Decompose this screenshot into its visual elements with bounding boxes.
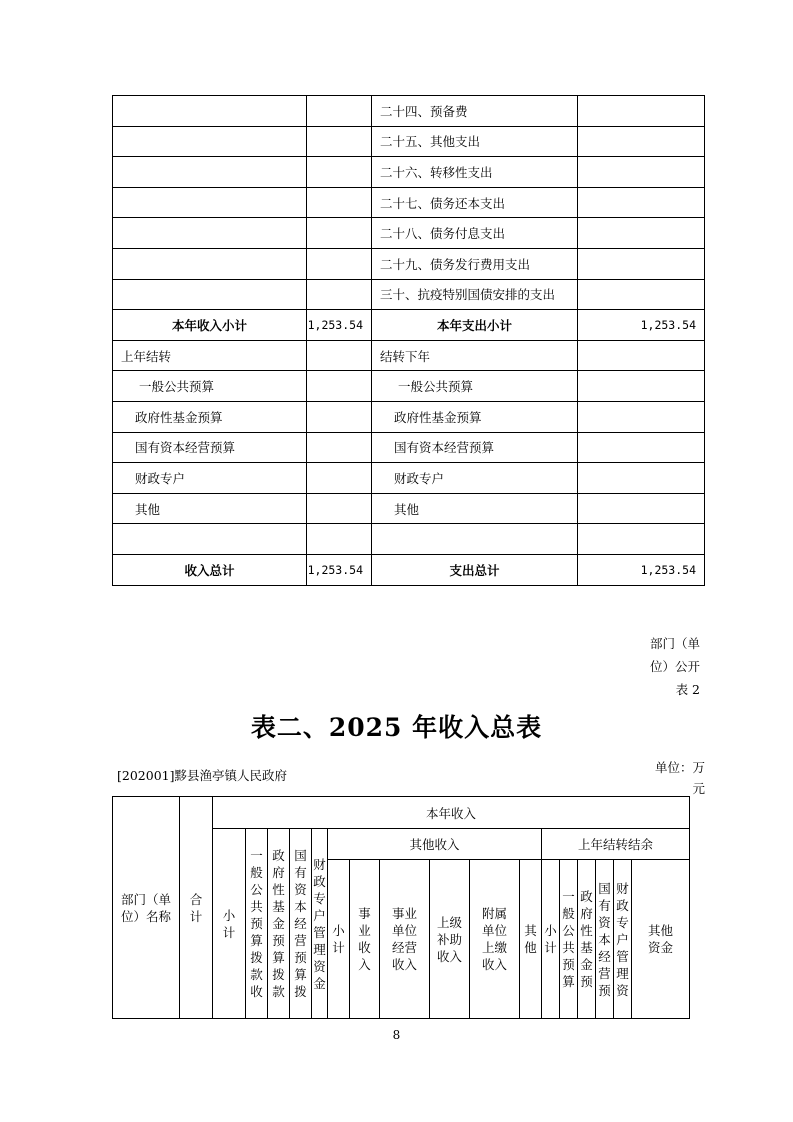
expense-item-label: 二十六、转移性支出 xyxy=(372,157,578,188)
expense-subtotal-value: 1,253.54 xyxy=(578,310,705,341)
table-row xyxy=(113,432,705,463)
table-row xyxy=(113,157,705,188)
empty-cell xyxy=(307,493,372,524)
empty-cell xyxy=(578,371,705,402)
caption-dept-line2: 位）公开 xyxy=(649,659,700,674)
right-carry-item: 其他 xyxy=(372,493,578,524)
empty-cell xyxy=(113,279,307,310)
table-row xyxy=(113,218,705,249)
empty-cell xyxy=(113,248,307,279)
header-other-subtotal: 小计 xyxy=(328,860,350,1019)
expense-item-label: 二十七、债务还本支出 xyxy=(372,187,578,218)
expense-total-label: 支出总计 xyxy=(372,554,578,585)
empty-cell xyxy=(578,279,705,310)
table-caption xyxy=(620,632,700,701)
empty-cell xyxy=(578,432,705,463)
table-row xyxy=(113,126,705,157)
empty-cell xyxy=(307,340,372,371)
right-carry-label: 结转下年 xyxy=(372,340,578,371)
left-carry-label: 上年结转 xyxy=(113,340,307,371)
right-carry-item: 政府性基金预算 xyxy=(372,401,578,432)
empty-cell xyxy=(307,157,372,188)
empty-cell xyxy=(578,340,705,371)
empty-cell xyxy=(578,524,705,555)
expense-subtotal-label: 本年支出小计 xyxy=(372,310,578,341)
empty-cell xyxy=(307,218,372,249)
header-total: 合计 xyxy=(180,797,213,1019)
table-row xyxy=(113,493,705,524)
empty-cell xyxy=(307,371,372,402)
carry-row xyxy=(113,340,705,371)
empty-cell xyxy=(307,187,372,218)
left-carry-item: 其他 xyxy=(113,493,307,524)
header-affiliated-income: 附属单位上缴收入 xyxy=(470,860,520,1019)
header-carryover: 上年结转结余 xyxy=(542,829,690,860)
empty-cell xyxy=(307,524,372,555)
header-business-unit-income: 事业单位经营收入 xyxy=(380,860,430,1019)
empty-cell xyxy=(307,126,372,157)
empty-cell xyxy=(307,401,372,432)
empty-row xyxy=(113,524,705,555)
expense-total-value: 1,253.54 xyxy=(578,554,705,585)
header-state-capital: 国有资本经营预算拨 xyxy=(290,829,312,1019)
header-current-income: 本年收入 xyxy=(213,797,690,829)
empty-cell xyxy=(578,96,705,127)
right-carry-item: 国有资本经营预算 xyxy=(372,432,578,463)
table-row xyxy=(113,248,705,279)
empty-cell xyxy=(113,524,307,555)
table-row xyxy=(113,96,705,127)
left-carry-item: 财政专户 xyxy=(113,463,307,494)
empty-cell xyxy=(113,96,307,127)
header-dept-name: 部门（单位）名称 xyxy=(113,797,180,1019)
empty-cell xyxy=(578,493,705,524)
left-carry-item: 政府性基金预算 xyxy=(113,401,307,432)
unit-name: [202001]黟县渔亭镇人民政府 xyxy=(117,768,287,783)
empty-cell xyxy=(578,126,705,157)
expense-item-label: 二十五、其他支出 xyxy=(372,126,578,157)
header-co-gov-fund: 政府性基金预 xyxy=(578,860,596,1019)
income-subtotal-value: 1,253.54 xyxy=(307,310,372,341)
income-total-value: 1,253.54 xyxy=(307,554,372,585)
table-row xyxy=(113,371,705,402)
left-carry-item: 国有资本经营预算 xyxy=(113,432,307,463)
page-number: 8 xyxy=(392,1028,401,1042)
caption-table-no: 表 2 xyxy=(675,682,700,697)
header-gov-fund: 政府性基金预算拨款 xyxy=(268,829,290,1019)
header-business-income: 事业收入 xyxy=(350,860,380,1019)
empty-cell xyxy=(578,401,705,432)
header-co-other-funds: 其他资金 xyxy=(632,860,690,1019)
empty-cell xyxy=(113,126,307,157)
caption-dept-line1: 部门（单 xyxy=(649,636,700,651)
header-co-subtotal: 小计 xyxy=(542,860,560,1019)
header-co-fiscal: 财政专户管理资 xyxy=(614,860,632,1019)
table-row xyxy=(113,279,705,310)
empty-cell xyxy=(372,524,578,555)
header-co-general: 一般公共预算 xyxy=(560,860,578,1019)
header-subtotal: 小计 xyxy=(213,829,246,1019)
income-summary-table xyxy=(112,796,690,1019)
header-other-income: 其他收入 xyxy=(328,829,542,860)
page-title: 表二、2025 年收入总表 xyxy=(250,713,543,742)
empty-cell xyxy=(113,157,307,188)
subtotal-row xyxy=(113,310,705,341)
header-superior-subsidy: 上级补助收入 xyxy=(430,860,470,1019)
left-carry-item: 一般公共预算 xyxy=(113,371,307,402)
empty-cell xyxy=(307,248,372,279)
expense-item-label: 三十、抗疫特别国债安排的支出 xyxy=(372,279,578,310)
income-expense-table xyxy=(112,95,705,586)
expense-item-label: 二十八、债务付息支出 xyxy=(372,218,578,249)
table-row xyxy=(113,463,705,494)
unit-label: 单位：万元 xyxy=(654,760,705,796)
empty-cell xyxy=(113,187,307,218)
empty-cell xyxy=(578,248,705,279)
expense-item-label: 二十九、债务发行费用支出 xyxy=(372,248,578,279)
empty-cell xyxy=(113,218,307,249)
empty-cell xyxy=(307,279,372,310)
total-row xyxy=(113,554,705,585)
empty-cell xyxy=(307,432,372,463)
table-row xyxy=(113,187,705,218)
empty-cell xyxy=(578,218,705,249)
empty-cell xyxy=(578,157,705,188)
empty-cell xyxy=(578,463,705,494)
right-carry-item: 一般公共预算 xyxy=(372,371,578,402)
income-total-label: 收入总计 xyxy=(113,554,307,585)
header-fiscal-account: 财政专户管理资金 xyxy=(312,829,328,1019)
table-row xyxy=(113,401,705,432)
income-subtotal-label: 本年收入小计 xyxy=(113,310,307,341)
expense-item-label: 二十四、预备费 xyxy=(372,96,578,127)
header-other: 其他 xyxy=(520,860,542,1019)
right-carry-item: 财政专户 xyxy=(372,463,578,494)
empty-cell xyxy=(307,96,372,127)
empty-cell xyxy=(578,187,705,218)
header-general-budget: 一般公共预算拨款收 xyxy=(246,829,268,1019)
empty-cell xyxy=(307,463,372,494)
header-co-state-capital: 国有资本经营预 xyxy=(596,860,614,1019)
